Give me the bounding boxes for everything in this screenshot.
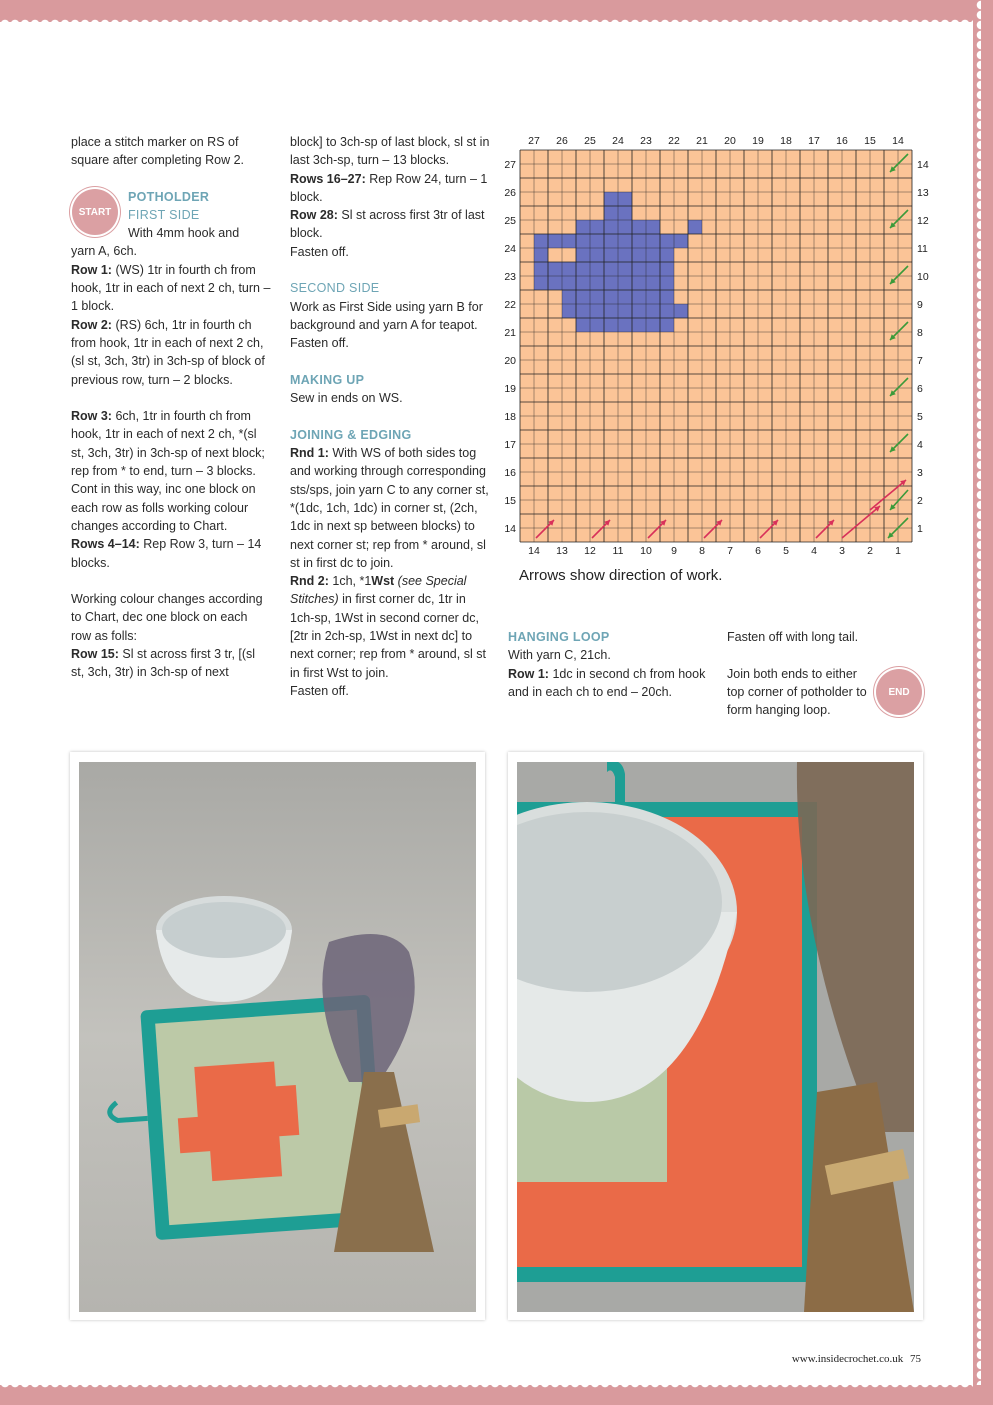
chart-motif-cell — [576, 234, 590, 248]
chart-motif-cell — [534, 262, 548, 276]
chart-motif-cell — [604, 290, 618, 304]
row-28-instruction: Row 28: Sl st across first 3tr of last block. — [290, 208, 485, 241]
chart-motif-cell — [618, 248, 632, 262]
chart-motif-cell — [576, 248, 590, 262]
chart-right-label: 12 — [917, 215, 929, 227]
chart-motif-cell — [660, 234, 674, 248]
row-1-instruction: Row 1: (WS) 1tr in fourth ch from hook, 1tr in each of next 2 ch, turn – 1 block. — [71, 262, 271, 314]
colour-chart — [498, 130, 938, 590]
chart-left-label: 22 — [504, 299, 516, 311]
chart-motif-cell — [646, 318, 660, 332]
chart-bottom-label: 13 — [556, 545, 568, 557]
chart-motif-cell — [632, 220, 646, 234]
chart-right-label: 4 — [917, 439, 923, 451]
chart-left-label: 26 — [504, 187, 516, 199]
chart-top-label: 22 — [668, 135, 680, 147]
chart-right-label: 6 — [917, 383, 923, 395]
chart-right-label: 13 — [917, 187, 929, 199]
chart-bottom-label: 2 — [867, 545, 873, 557]
chart-left-label: 18 — [504, 411, 516, 423]
chart-motif-cell — [548, 234, 562, 248]
chart-bottom-label: 12 — [584, 545, 596, 557]
chart-motif-cell — [604, 220, 618, 234]
chart-motif-cell — [590, 276, 604, 290]
chart-motif-cell — [632, 304, 646, 318]
chart-bottom-label: 5 — [783, 545, 789, 557]
chart-motif-cell — [646, 248, 660, 262]
chart-motif-cell — [576, 262, 590, 276]
chart-motif-cell — [660, 248, 674, 262]
chart-left-label: 19 — [504, 383, 516, 395]
chart-motif-cell — [646, 290, 660, 304]
chart-motif-cell — [618, 290, 632, 304]
chart-motif-cell — [604, 276, 618, 290]
chart-motif-cell — [590, 318, 604, 332]
chart-motif-cell — [618, 220, 632, 234]
column-2 — [290, 133, 490, 700]
rnd-2-instruction: Rnd 2: 1ch, *1Wst (see Special Stitches) in first corner dc, 1tr in 1ch-sp, 1Wst in second corner dc, [2tr in 2ch-sp, 1Wst in next dc] to next corner; rep from * around, sl st in first Wst to join. — [290, 574, 486, 680]
chart-right-label: 5 — [917, 411, 923, 423]
chart-motif-cell — [618, 318, 632, 332]
chart-bottom-label: 11 — [612, 545, 624, 557]
chart-left-label: 16 — [504, 467, 516, 479]
chart-motif-cell — [576, 304, 590, 318]
chart-motif-cell — [618, 304, 632, 318]
rnd-1-instruction: Rnd 1: With WS of both sides tog and working through corresponding sts/sps, join yarn C to any corner st, *(1dc, 1ch, 1dc) in corner st, (2ch, 1dc in next sp between blocks) to next corner st; rep from * around, sl st in first dc to join. — [290, 446, 489, 570]
scallop-edge-right — [971, 0, 981, 1405]
chart-caption: Arrows show direction of work. — [519, 567, 723, 584]
footer-url: www.insidecrochet.co.uk — [791, 1353, 904, 1365]
chart-motif-cell — [576, 276, 590, 290]
section-heading-second-side: SECOND SIDE — [290, 281, 380, 296]
making-up-text: Sew in ends on WS. — [290, 391, 403, 406]
column-4 — [727, 628, 877, 719]
chart-top-label: 17 — [808, 135, 820, 147]
chart-bottom-label: 7 — [727, 545, 733, 557]
chart-left-label: 20 — [504, 355, 516, 367]
chart-motif-cell — [548, 276, 562, 290]
chart-left-label: 15 — [504, 495, 516, 507]
chart-motif-cell — [534, 248, 548, 262]
chart-top-label: 14 — [892, 135, 904, 147]
chart-bottom-label: 10 — [640, 545, 652, 557]
chart-motif-cell — [604, 318, 618, 332]
chart-motif-cell — [604, 234, 618, 248]
chart-motif-cell — [576, 290, 590, 304]
rows-4-14-instruction: Rows 4–14: Rep Row 3, turn – 14 blocks. — [71, 537, 262, 570]
rows-16-27-instruction: Rows 16–27: Rep Row 24, turn – 1 block. — [290, 171, 488, 204]
join-ends-text: Join both ends to either top corner of potholder to form hanging loop. — [727, 666, 867, 718]
chart-motif-cell — [688, 220, 702, 234]
chart-top-label: 24 — [612, 135, 624, 147]
chart-motif-cell — [590, 290, 604, 304]
chart-motif-cell — [618, 276, 632, 290]
chart-top-label: 20 — [724, 135, 736, 147]
section-heading-joining: JOINING & EDGING — [290, 427, 412, 442]
row-15-continued: block] to 3ch-sp of last block, sl st in last 3ch-sp, turn – 13 blocks. — [290, 135, 490, 168]
chart-motif-cell — [562, 290, 576, 304]
chart-top-label: 21 — [696, 135, 708, 147]
fasten-off-text: Fasten off. — [290, 244, 349, 259]
chart-motif-cell — [660, 262, 674, 276]
chart-motif-cell — [674, 304, 688, 318]
chart-right-label: 9 — [917, 299, 923, 311]
chart-left-label: 17 — [504, 439, 516, 451]
chart-motif-cell — [660, 276, 674, 290]
chart-right-label: 2 — [917, 495, 923, 507]
potholder-closeup-image — [517, 762, 914, 1312]
potholder-overview-image — [79, 762, 476, 1312]
chart-motif-cell — [604, 206, 618, 220]
chart-bottom-label: 3 — [839, 545, 845, 557]
chart-motif-cell — [632, 262, 646, 276]
end-badge: END — [876, 669, 922, 715]
section-heading-potholder: POTHOLDER — [128, 189, 210, 204]
chart-motif-cell — [632, 318, 646, 332]
chart-motif-cell — [632, 234, 646, 248]
chart-motif-cell — [534, 234, 548, 248]
chart-motif-cell — [646, 262, 660, 276]
chart-top-label: 16 — [836, 135, 848, 147]
chart-motif-cell — [604, 262, 618, 276]
chart-bottom-label: 14 — [528, 545, 540, 557]
chart-motif-cell — [576, 318, 590, 332]
chart-motif-cell — [660, 304, 674, 318]
column-3 — [508, 628, 708, 701]
scallop-edge-bottom — [0, 1383, 973, 1393]
hanging-loop-row-1: Row 1: 1dc in second ch from hook and in each ch to end – 20ch. — [508, 666, 706, 699]
chart-motif-cell — [646, 220, 660, 234]
hanging-loop-line: With yarn C, 21ch. — [508, 648, 611, 663]
chart-motif-cell — [632, 276, 646, 290]
row-3-instruction: Row 3: 6ch, 1tr in fourth ch from hook, 1tr in each of next 2 ch, *(sl st, 3ch, 3tr) in 3ch-sp of next block; rep from * to end, turn – 3 blocks. — [71, 409, 265, 479]
chart-top-label: 26 — [556, 135, 568, 147]
chart-right-label: 3 — [917, 467, 923, 479]
chart-right-label: 10 — [917, 271, 929, 283]
chart-motif-cell — [646, 234, 660, 248]
chart-left-label: 27 — [504, 159, 516, 171]
start-badge: START — [72, 189, 118, 235]
chart-motif-cell — [562, 304, 576, 318]
row-15-instruction: Row 15: Sl st across first 3 tr, [(sl st, 3ch, 3tr) in 3ch-sp of next — [71, 647, 256, 680]
chart-top-label: 15 — [864, 135, 876, 147]
chart-motif-cell — [604, 304, 618, 318]
page-footer — [792, 1353, 921, 1365]
chart-motif-cell — [562, 262, 576, 276]
chart-right-label: 11 — [917, 243, 928, 255]
chart-motif-cell — [632, 248, 646, 262]
chart-bottom-label: 6 — [755, 545, 761, 557]
fasten-off-text-2: Fasten off. — [290, 683, 349, 698]
chart-bottom-label: 4 — [811, 545, 817, 557]
chart-motif-cell — [660, 290, 674, 304]
working-instruction: Working colour changes according to Chart, dec one block on each row as folls: — [71, 592, 263, 643]
chart-bottom-label: 9 — [671, 545, 677, 557]
second-side-text: Work as First Side using yarn B for background and yarn A for teapot. Fasten off. — [290, 299, 483, 351]
chart-motif-cell — [646, 276, 660, 290]
chart-left-label: 14 — [504, 523, 516, 535]
chart-bottom-label: 1 — [895, 545, 901, 557]
chart-left-label: 23 — [504, 271, 516, 283]
chart-right-label: 7 — [917, 355, 923, 367]
fasten-long-tail: Fasten off with long tail. — [727, 630, 859, 644]
chart-motif-cell — [604, 248, 618, 262]
section-subheading-first-side: FIRST SIDE — [128, 207, 200, 222]
chart-motif-cell — [618, 206, 632, 220]
chart-motif-cell — [590, 262, 604, 276]
chart-top-label: 23 — [640, 135, 652, 147]
chart-motif-cell — [632, 290, 646, 304]
chart-motif-cell — [562, 234, 576, 248]
chart-motif-cell — [660, 318, 674, 332]
chart-top-label: 19 — [752, 135, 764, 147]
chart-motif-cell — [534, 276, 548, 290]
photo-potholder-closeup — [517, 762, 914, 1312]
chart-motif-cell — [576, 220, 590, 234]
chart-motif-cell — [590, 248, 604, 262]
section-heading-making-up: MAKING UP — [290, 372, 365, 387]
chart-motif-cell — [562, 276, 576, 290]
section-heading-hanging-loop: HANGING LOOP — [508, 630, 610, 644]
chart-motif-cell — [590, 234, 604, 248]
chart-left-label: 21 — [504, 327, 516, 339]
chart-motif-cell — [590, 304, 604, 318]
scallop-edge-top — [0, 14, 973, 24]
continue-instruction: Cont in this way, inc one block on each row as folls working colour changes according to Chart. — [71, 482, 256, 533]
hook-line: With 4mm hook and — [128, 226, 240, 241]
chart-top-label: 18 — [780, 135, 792, 147]
chart-motif-cell — [604, 192, 618, 206]
photo-potholder-overview — [79, 762, 476, 1312]
chart-motif-cell — [618, 234, 632, 248]
chart-motif-cell — [590, 220, 604, 234]
chart-right-label: 8 — [917, 327, 923, 339]
chart-motif-cell — [618, 192, 632, 206]
yarn-line: yarn A, 6ch. — [71, 244, 138, 259]
intro-text: place a stitch marker on RS of square after completing Row 2. — [71, 135, 245, 168]
chart-left-label: 24 — [504, 243, 516, 255]
chart-motif-cell — [548, 262, 562, 276]
chart-right-label: 14 — [917, 159, 929, 171]
chart-motif-cell — [674, 234, 688, 248]
chart-bottom-label: 8 — [699, 545, 705, 557]
row-2-instruction: Row 2: (RS) 6ch, 1tr in fourth ch from hook, 1tr in each of next 2 ch, (sl st, 3ch, 3tr) in 3ch-sp of block of previous row, turn – 2 blocks. — [71, 317, 265, 387]
chart-top-label: 25 — [584, 135, 596, 147]
chart-right-label: 1 — [917, 523, 923, 535]
chart-left-label: 25 — [504, 215, 516, 227]
page-number: 75 — [910, 1353, 921, 1365]
chart-top-label: 27 — [528, 135, 540, 147]
chart-motif-cell — [618, 262, 632, 276]
chart-motif-cell — [646, 304, 660, 318]
